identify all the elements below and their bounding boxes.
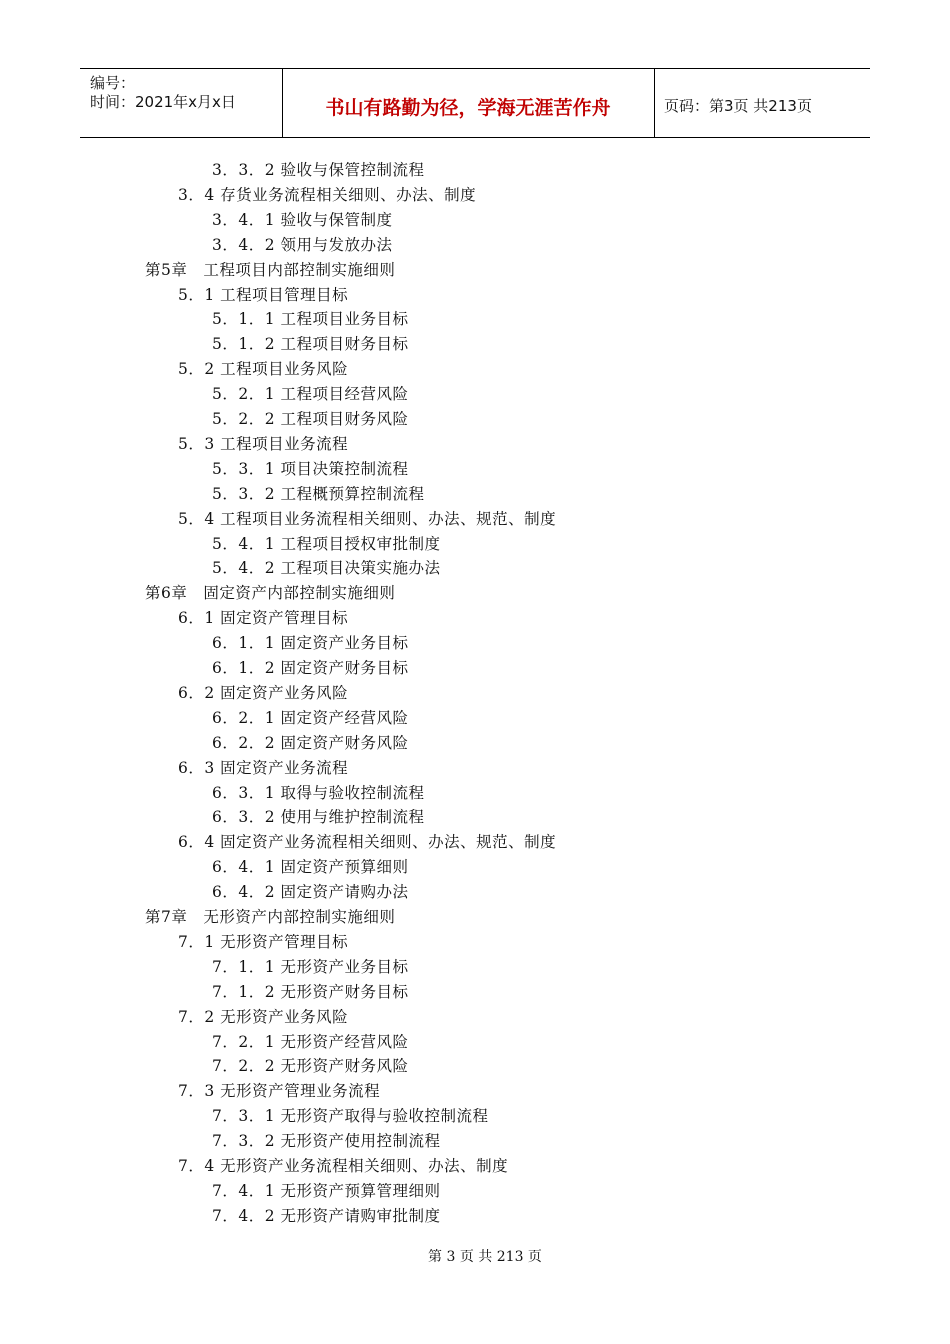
header-page-number: 页码：第3页 共213页: [664, 97, 812, 115]
toc-section-entry: 5．3 工程项目业务流程: [178, 434, 349, 453]
toc-subsection-entry: 5．3．2 工程概预算控制流程: [212, 484, 425, 503]
toc-subsection-entry: 7．1．1 无形资产业务目标: [212, 957, 409, 976]
toc-section-entry: 7．1 无形资产管理目标: [178, 932, 349, 951]
toc-chapter-entry: 第6章 固定资产内部控制实施细则: [145, 584, 396, 603]
toc-subsection-entry: 5．1．1 工程项目业务目标: [212, 310, 409, 329]
toc-subsection-entry: 3．3．2 验收与保管控制流程: [212, 161, 425, 179]
toc-subsection-entry: 7．4．1 无形资产预算管理细则: [212, 1181, 441, 1200]
toc-subsection-entry: 3．4．1 验收与保管制度: [212, 210, 393, 229]
toc-subsection-entry: 5．3．1 项目决策控制流程: [212, 459, 409, 478]
header-meta-cell: [80, 69, 283, 137]
toc-subsection-entry: 7．4．2 无形资产请购审批制度: [212, 1206, 441, 1225]
page-footer-number: 第 3 页 共 213 页: [428, 1249, 542, 1265]
header-motto: 书山有路勤为径，学海无涯苦作舟: [325, 97, 611, 119]
toc-subsection-entry: 5．2．1 工程项目经营风险: [212, 385, 409, 404]
toc-subsection-entry: 6．1．1 固定资产业务目标: [212, 634, 409, 653]
toc-section-entry: 5．2 工程项目业务风险: [178, 360, 349, 379]
toc-subsection-entry: 6．2．1 固定资产经营风险: [212, 708, 409, 727]
toc-section-entry: 3．4 存货业务流程相关细则、办法、制度: [178, 185, 477, 204]
toc-subsection-entry: 7．3．1 无形资产取得与验收控制流程: [212, 1107, 489, 1126]
toc-subsection-entry: 6．4．2 固定资产请购办法: [212, 883, 409, 902]
toc-section-entry: 7．2 无形资产业务风险: [178, 1007, 349, 1026]
document-number-label: 编号：: [90, 74, 136, 92]
toc-subsection-entry: 7．2．1 无形资产经营风险: [212, 1032, 409, 1051]
toc-section-entry: 7．3 无形资产管理业务流程: [178, 1082, 381, 1101]
toc-section-entry: 5．1 工程项目管理目标: [178, 285, 349, 304]
header-page-cell: [654, 69, 870, 137]
toc-subsection-entry: 6．2．2 固定资产财务风险: [212, 733, 409, 752]
toc-subsection-entry: 7．2．2 无形资产财务风险: [212, 1057, 409, 1076]
toc-section-entry: 6．4 固定资产业务流程相关细则、办法、规范、制度: [178, 833, 557, 852]
toc-subsection-entry: 3．4．2 领用与发放办法: [212, 235, 393, 254]
toc-subsection-entry: 6．3．2 使用与维护控制流程: [212, 808, 425, 827]
toc-chapter-entry: 第7章 无形资产内部控制实施细则: [145, 908, 396, 926]
document-time-label: 时间：2021年x月x日: [90, 93, 236, 111]
toc-subsection-entry: 6．3．1 取得与验收控制流程: [212, 783, 425, 802]
toc-subsection-entry: 5．1．2 工程项目财务目标: [212, 335, 409, 354]
toc-section-entry: 6．2 固定资产业务风险: [178, 683, 349, 702]
toc-section-entry: 6．3 固定资产业务流程: [178, 758, 349, 777]
toc-section-entry: 7．4 无形资产业务流程相关细则、办法、制度: [178, 1157, 509, 1175]
toc-subsection-entry: 5．2．2 工程项目财务风险: [212, 410, 409, 428]
toc-subsection-entry: 7．1．2 无形资产财务目标: [212, 982, 409, 1001]
toc-chapter-entry: 第5章 工程项目内部控制实施细则: [145, 260, 396, 279]
page-header: [80, 68, 870, 138]
toc-section-entry: 6．1 固定资产管理目标: [178, 609, 349, 628]
toc-subsection-entry: 7．3．2 无形资产使用控制流程: [212, 1132, 441, 1151]
toc-section-entry: 5．4 工程项目业务流程相关细则、办法、规范、制度: [178, 509, 557, 528]
toc-subsection-entry: 6．1．2 固定资产财务目标: [212, 659, 409, 677]
header-motto-cell: [282, 69, 655, 137]
toc-subsection-entry: 6．4．1 固定资产预算细则: [212, 858, 409, 877]
toc-subsection-entry: 5．4．1 工程项目授权审批制度: [212, 534, 441, 553]
toc-subsection-entry: 5．4．2 工程项目决策实施办法: [212, 559, 441, 578]
